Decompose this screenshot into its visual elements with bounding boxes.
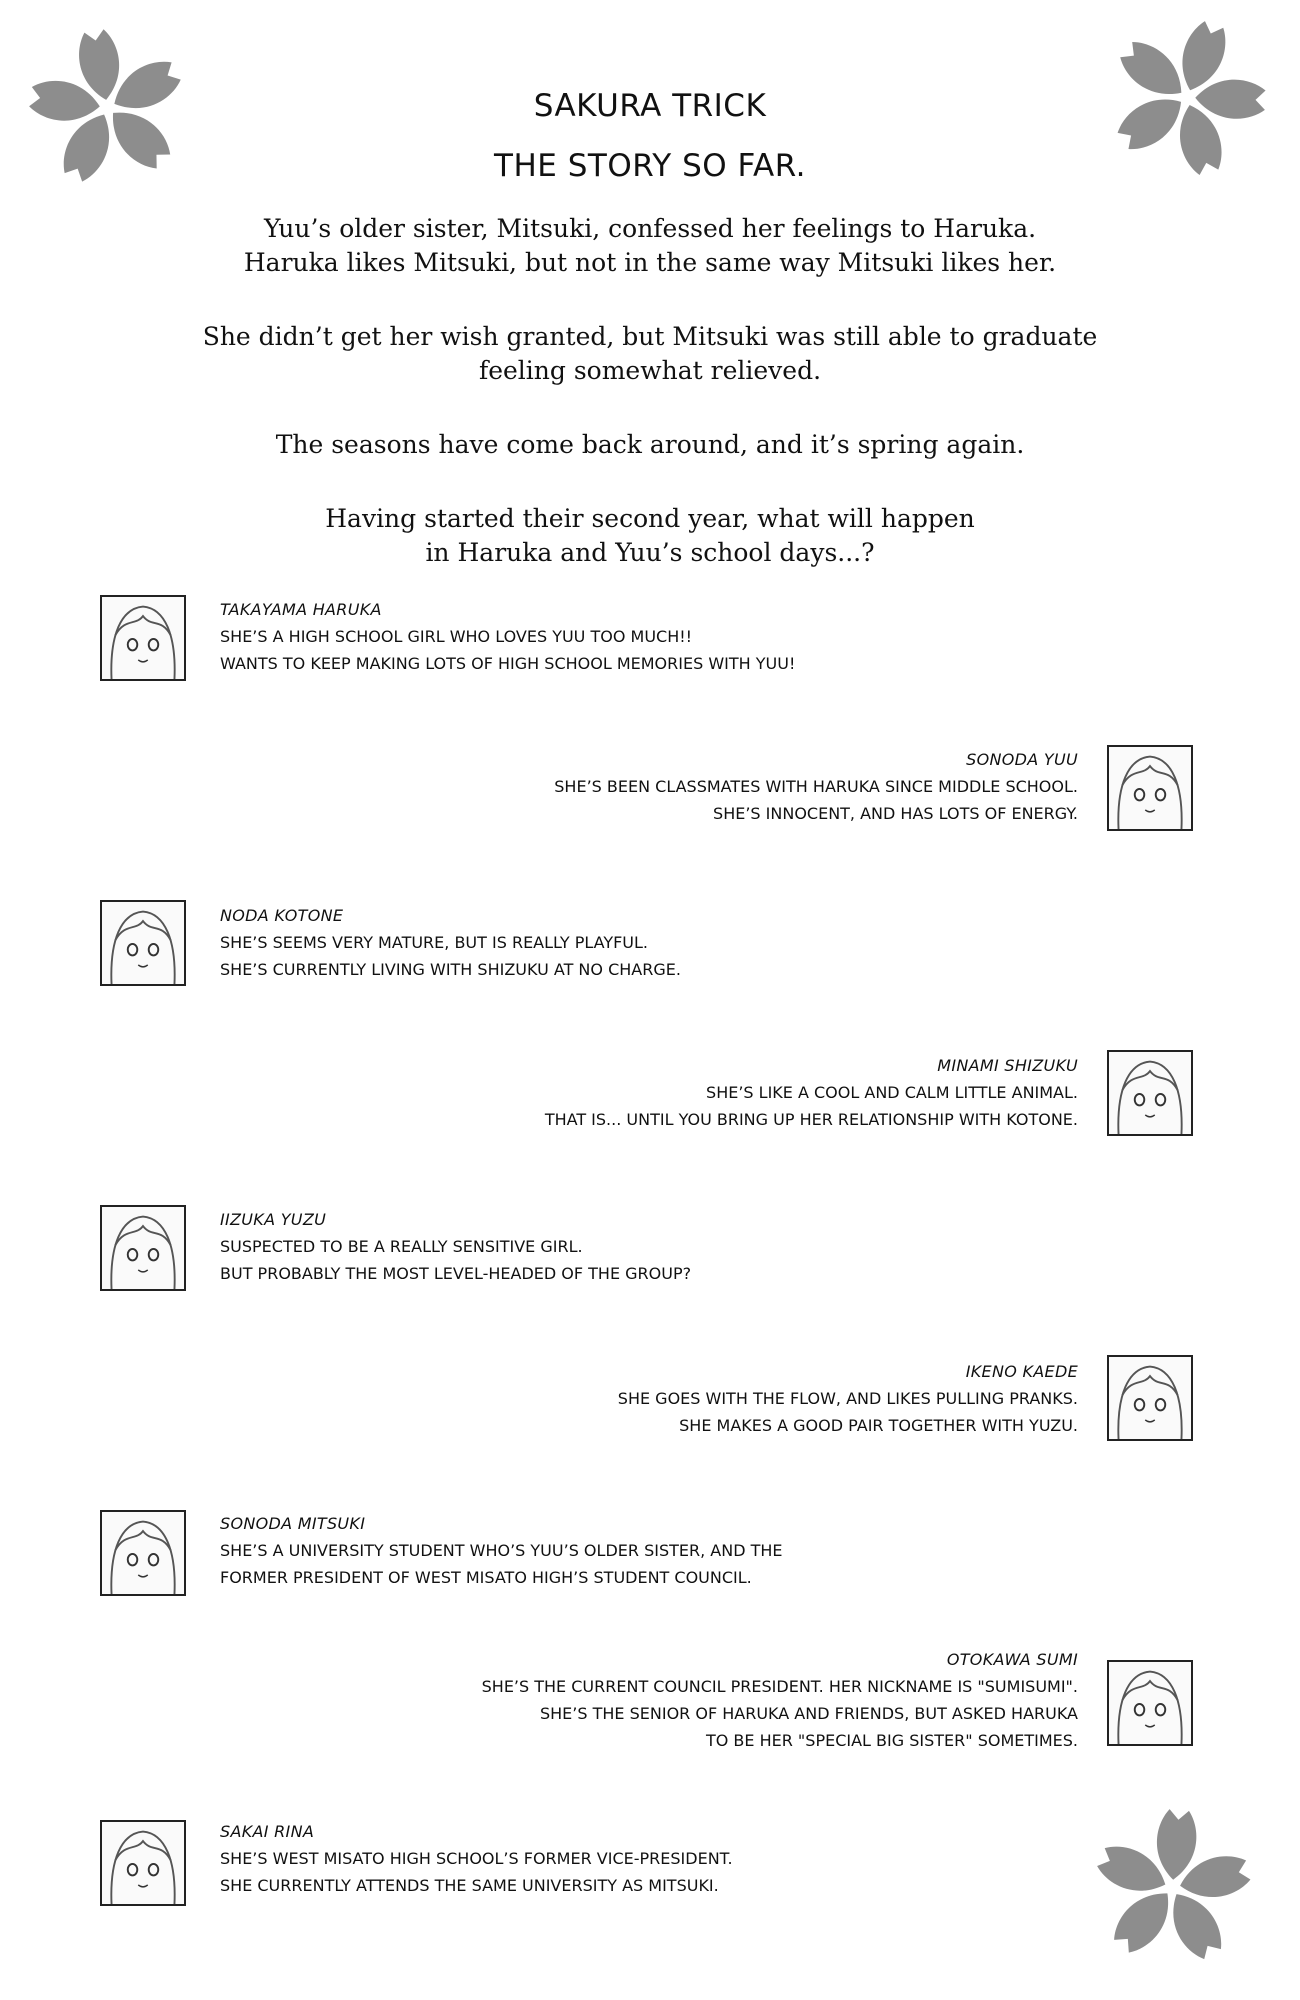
character-portrait: [100, 595, 186, 681]
character-entry: [545, 1052, 1078, 1133]
character-portrait: [100, 1510, 186, 1596]
character-portrait: [1107, 1050, 1193, 1136]
character-description: SHE CURRENTLY ATTENDS THE SAME UNIVERSITY AS MITSUKI.: [220, 1876, 719, 1895]
character-entry: [220, 902, 681, 983]
character-description: SHE’S CURRENTLY LIVING WITH SHIZUKU AT NO CHARGE.: [220, 960, 681, 979]
character-description: THAT IS... UNTIL YOU BRING UP HER RELATIONSHIP WITH KOTONE.: [544, 1110, 1078, 1129]
character-description: SHE’S WEST MISATO HIGH SCHOOL’S FORMER VICE-PRESIDENT.: [220, 1849, 733, 1868]
character-name: SONODA MITSUKI: [220, 1514, 366, 1533]
summary-line: Having started their second year, what will happen: [325, 504, 975, 533]
character-name: IIZUKA YUZU: [220, 1210, 327, 1229]
character-name: NODA KOTONE: [220, 906, 344, 925]
character-description: SHE MAKES A GOOD PAIR TOGETHER WITH YUZU.: [679, 1416, 1078, 1435]
character-description: SHE GOES WITH THE FLOW, AND LIKES PULLING PRANKS.: [617, 1389, 1078, 1408]
summary-paragraph: [120, 428, 1180, 462]
summary-paragraph: [120, 212, 1180, 280]
page-title: SAKURA TRICK: [533, 88, 767, 124]
summary-line: She didn’t get her wish granted, but Mitsuki was still able to graduate: [202, 322, 1098, 351]
summary-line: Haruka likes Mitsuki, but not in the same way Mitsuki likes her.: [243, 248, 1057, 277]
character-entry: [220, 596, 795, 677]
character-description: FORMER PRESIDENT OF WEST MISATO HIGH’S STUDENT COUNCIL.: [220, 1568, 752, 1587]
character-entry: [482, 1646, 1078, 1754]
character-description: SHE’S SEEMS VERY MATURE, BUT IS REALLY PLAYFUL.: [220, 933, 649, 952]
character-description: SHE’S A HIGH SCHOOL GIRL WHO LOVES YUU TOO MUCH!!: [220, 627, 693, 646]
character-name: IKENO KAEDE: [965, 1362, 1078, 1381]
summary-paragraph: [120, 320, 1180, 388]
character-portrait: [1107, 1355, 1193, 1441]
page-subtitle: THE STORY SO FAR.: [494, 148, 806, 184]
character-entry: [220, 1510, 783, 1591]
character-name: SONODA YUU: [966, 750, 1078, 769]
character-portrait: [100, 1820, 186, 1906]
character-description: SHE’S LIKE A COOL AND CALM LITTLE ANIMAL.: [706, 1083, 1078, 1102]
character-description: WANTS TO KEEP MAKING LOTS OF HIGH SCHOOL MEMORIES WITH YUU!: [220, 654, 796, 673]
summary-paragraph: [120, 502, 1180, 570]
character-entry: [220, 1206, 691, 1287]
character-description: TO BE HER "SPECIAL BIG SISTER" SOMETIMES.: [705, 1731, 1078, 1750]
summary-line: feeling somewhat relieved.: [478, 356, 822, 385]
character-name: MINAMI SHIZUKU: [937, 1056, 1078, 1075]
character-description: SHE’S INNOCENT, AND HAS LOTS OF ENERGY.: [713, 804, 1078, 823]
character-name: TAKAYAMA HARUKA: [220, 600, 382, 619]
summary-line: Yuu’s older sister, Mitsuki, confessed her feelings to Haruka.: [263, 214, 1037, 243]
character-description: SUSPECTED TO BE A REALLY SENSITIVE GIRL.: [220, 1237, 583, 1256]
summary-line: The seasons have come back around, and it’s spring again.: [275, 430, 1025, 459]
character-description: SHE’S THE SENIOR OF HARUKA AND FRIENDS, BUT ASKED HARUKA: [539, 1704, 1078, 1723]
character-description: SHE’S THE CURRENT COUNCIL PRESIDENT. HER NICKNAME IS "SUMISUMI".: [481, 1677, 1078, 1696]
character-entry: [554, 746, 1078, 827]
character-portrait: [1107, 745, 1193, 831]
character-portrait: [100, 1205, 186, 1291]
character-name: SAKAI RINA: [220, 1822, 315, 1841]
character-portrait: [1107, 1660, 1193, 1746]
character-description: SHE’S A UNIVERSITY STUDENT WHO’S YUU’S OLDER SISTER, AND THE: [220, 1541, 783, 1560]
sakura-flower-icon: [1085, 1800, 1260, 1975]
character-entry: [618, 1358, 1078, 1439]
character-portrait: [100, 900, 186, 986]
character-name: OTOKAWA SUMI: [946, 1650, 1078, 1669]
character-description: SHE’S BEEN CLASSMATES WITH HARUKA SINCE MIDDLE SCHOOL.: [554, 777, 1078, 796]
summary-line: in Haruka and Yuu’s school days...?: [425, 538, 875, 567]
character-description: BUT PROBABLY THE MOST LEVEL-HEADED OF THE GROUP?: [220, 1264, 692, 1283]
character-entry: [220, 1818, 733, 1899]
